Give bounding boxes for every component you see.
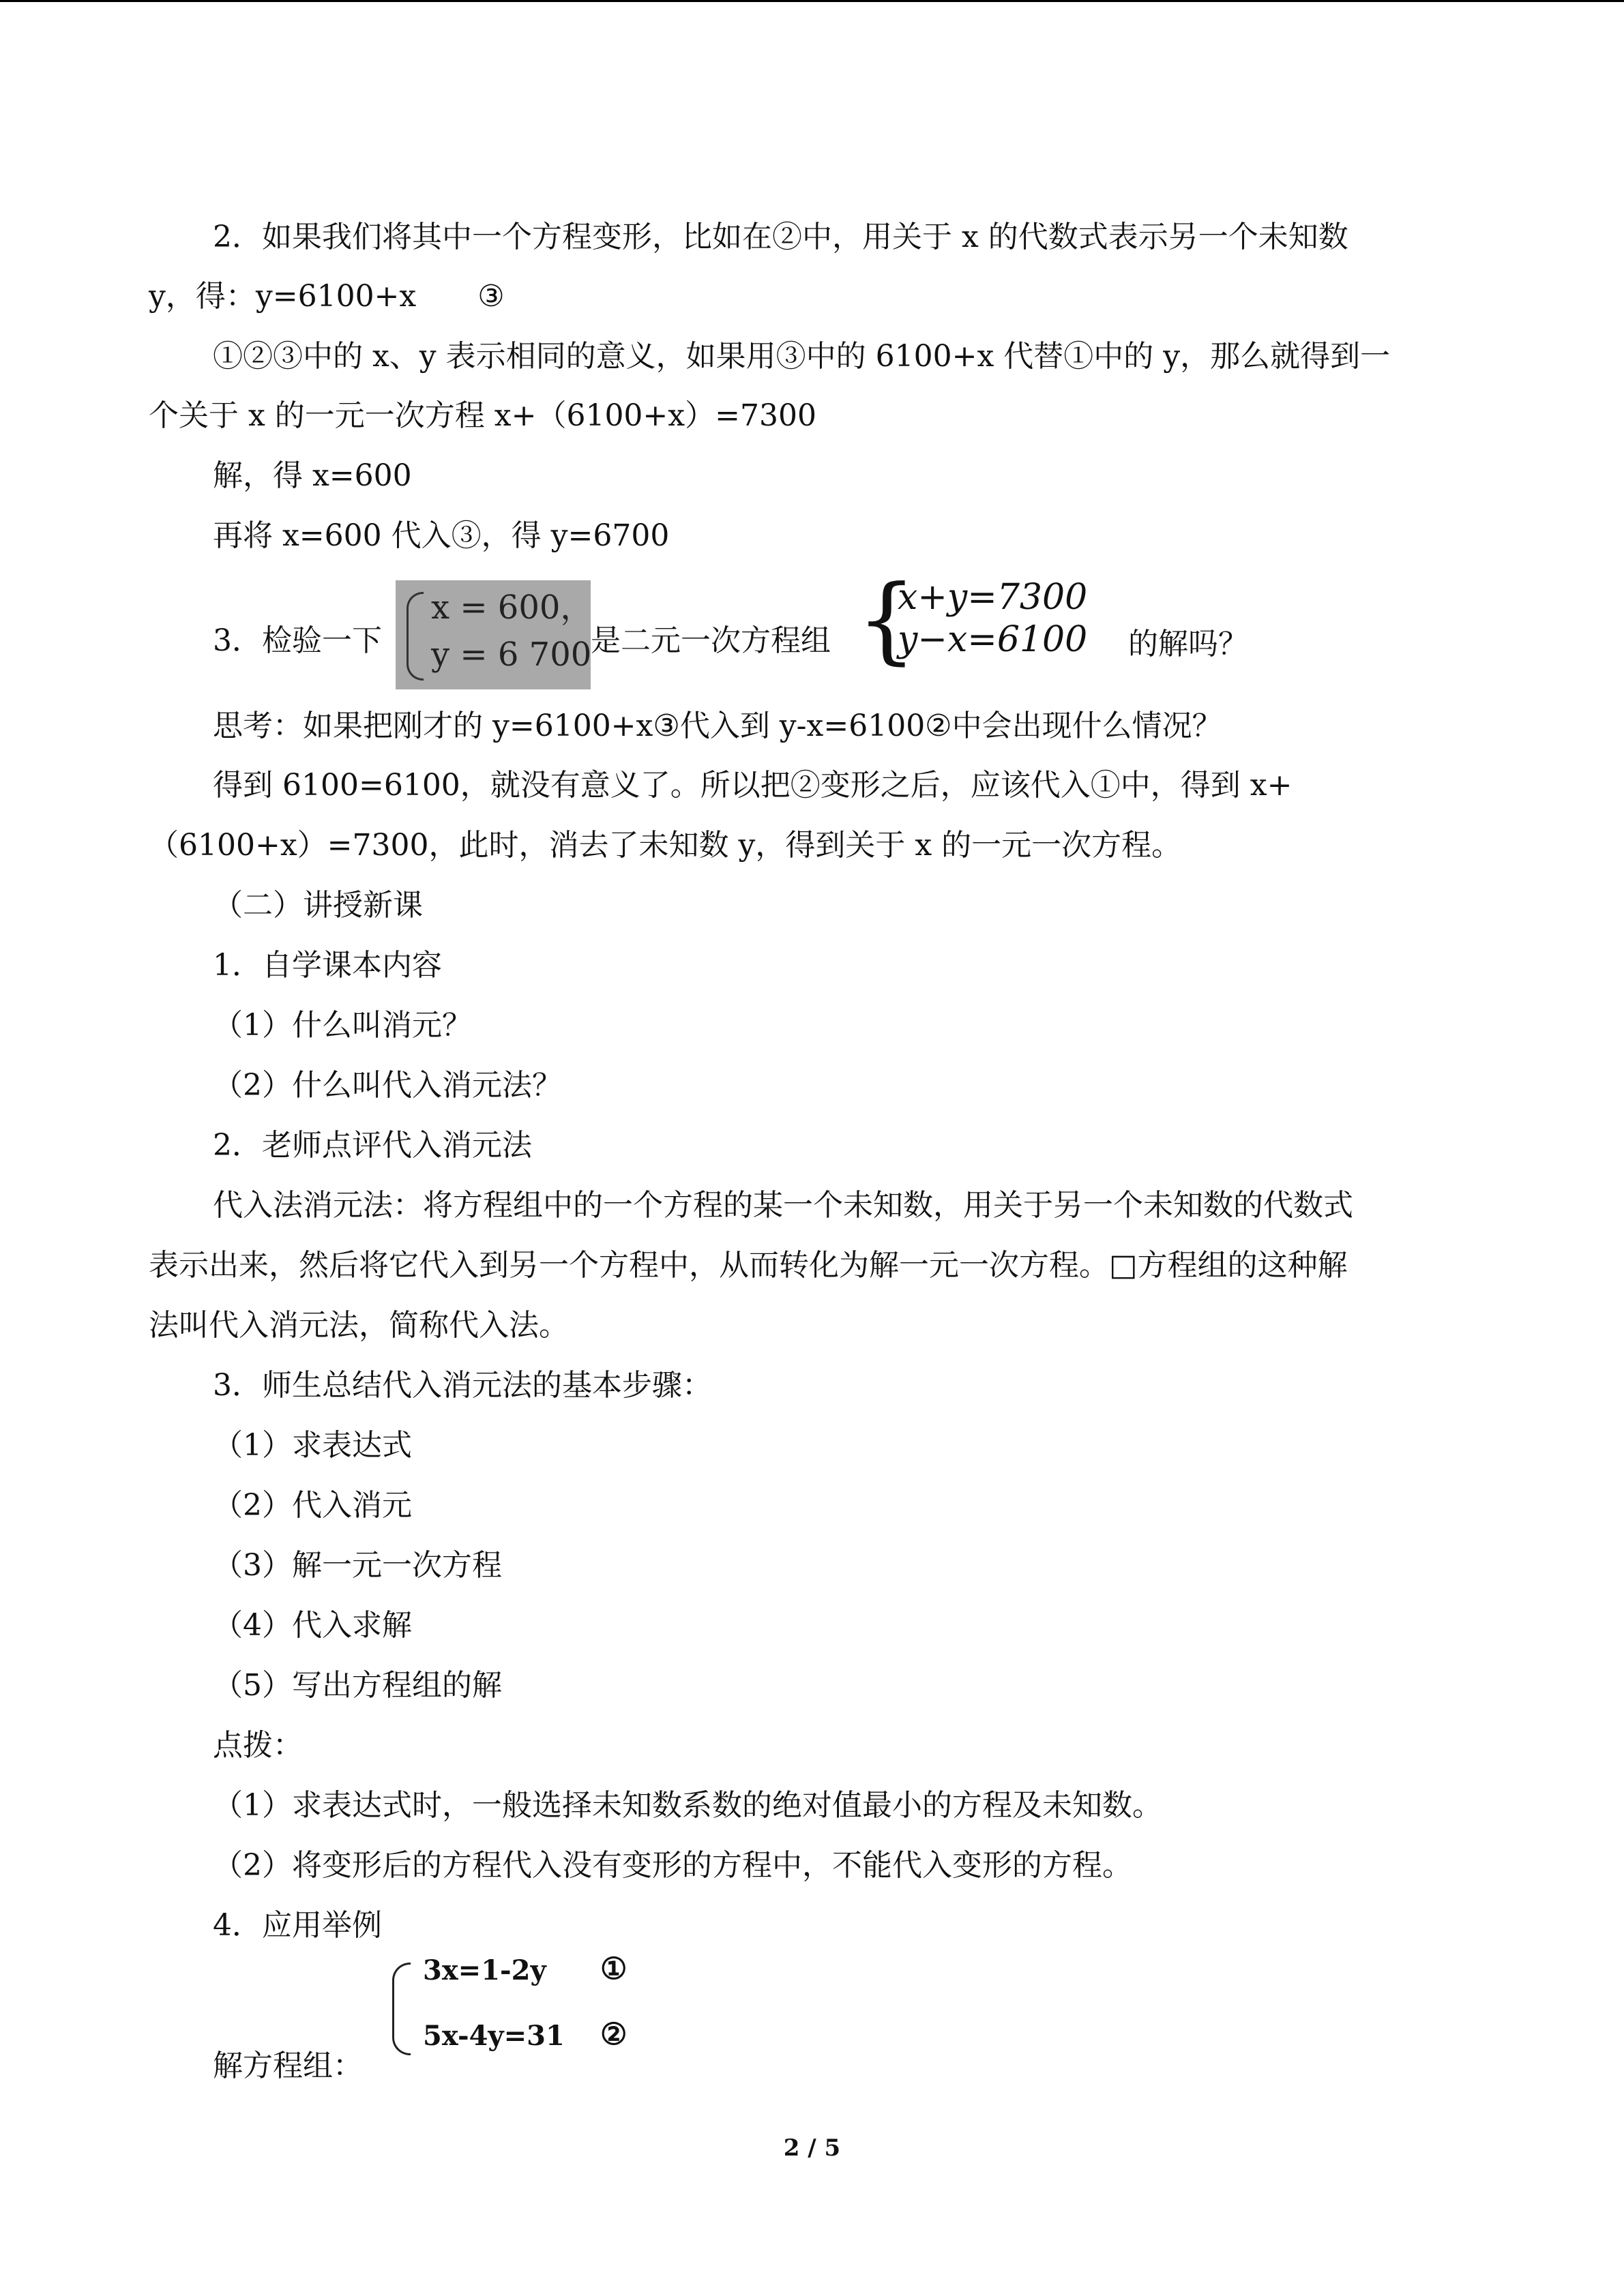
top-border	[0, 0, 1624, 2]
list-item: （5）写出方程组的解	[213, 1668, 502, 1703]
list-item: （1）求表达式	[213, 1428, 412, 1463]
list-item: （1）求表达式时，一般选择未知数系数的绝对值最小的方程及未知数。	[213, 1788, 1162, 1823]
paragraph-line: （2）什么叫代入消元法？	[213, 1068, 562, 1103]
paragraph-line: 解，得 x=600	[213, 458, 412, 493]
equation-text: y，得：y=6100+x	[149, 279, 417, 314]
section-heading: （二）讲授新课	[213, 888, 423, 923]
paragraph-line: 3．检验一下	[213, 623, 382, 658]
example-brace	[392, 1963, 411, 2055]
list-item: （3）解一元一次方程	[213, 1548, 502, 1583]
example-equation: 3x=1-2y	[423, 1954, 546, 1986]
paragraph-line: 是二元一次方程组	[591, 623, 831, 658]
paragraph-line: 思考：如果把刚才的 y=6100+x③代入到 y-x=6100②中会出现什么情况？	[213, 709, 1222, 743]
paragraph-line: 代入法消元法：将方程组中的一个方程的某一个未知数，用关于另一个未知数的代数式	[213, 1188, 1353, 1223]
example-mark: ①	[600, 1952, 628, 1986]
paragraph-line: 表示出来，然后将它代入到另一个方程中，从而转化为解一元一次方程。□方程组的这种解	[149, 1248, 1348, 1283]
example-equation: 5x-4y=31	[423, 2020, 565, 2052]
list-item: （2）将变形后的方程代入没有变形的方程中，不能代入变形的方程。	[213, 1848, 1132, 1883]
paragraph-line: 2．老师点评代入消元法	[213, 1128, 532, 1163]
paragraph-line: ①②③中的 x、y 表示相同的意义，如果用③中的 6100+x 代替①中的 y，那么就得到一	[213, 339, 1391, 374]
paragraph-line: （1）什么叫消元？	[213, 1008, 472, 1043]
solution-brace	[407, 592, 424, 681]
paragraph-line	[149, 276, 505, 317]
system-equation: y−x=6100	[898, 619, 1088, 660]
paragraph-line: 再将 x=600 代入③，得 y=6700	[213, 518, 670, 553]
page-number: 2 / 5	[783, 2134, 841, 2162]
paragraph-line: 法叫代入消元法，简称代入法。	[149, 1308, 569, 1343]
equation-mark: ③	[477, 279, 505, 314]
paragraph-line: 点拨：	[213, 1728, 303, 1763]
paragraph-line: 1．自学课本内容	[213, 948, 442, 983]
solution-equation: x = 600，	[431, 588, 593, 627]
list-item: （4）代入求解	[213, 1608, 412, 1643]
paragraph-line: 3．师生总结代入消元法的基本步骤：	[213, 1368, 712, 1403]
system-equation: x+y=7300	[898, 577, 1088, 618]
system-brace: {	[857, 565, 917, 674]
paragraph-line: 4．应用举例	[213, 1908, 382, 1943]
list-item: （2）代入消元	[213, 1488, 412, 1523]
solution-equation: y = 6 700	[431, 636, 592, 674]
paragraph-line: 2．如果我们将其中一个方程变形，比如在②中，用关于 x 的代数式表示另一个未知数	[213, 220, 1348, 254]
example-mark: ②	[600, 2017, 628, 2052]
paragraph-line: 个关于 x 的一元一次方程 x+（6100+x）=7300	[149, 398, 816, 433]
paragraph-line: 的解吗？	[1128, 627, 1248, 661]
paragraph-line: （6100+x）=7300，此时，消去了未知数 y，得到关于 x 的一元一次方程。	[149, 828, 1182, 863]
paragraph-line: 得到 6100=6100，就没有意义了。所以把②变形之后，应该代入①中，得到 x+	[213, 768, 1293, 803]
paragraph-line: 解方程组：	[213, 2048, 363, 2083]
